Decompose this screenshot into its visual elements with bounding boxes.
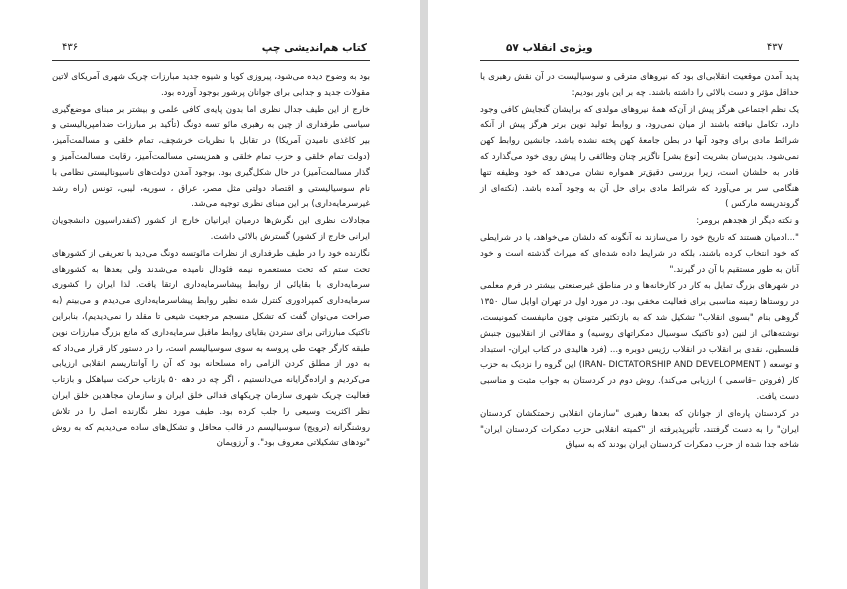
paragraph: خارج از این طیف جدال نظری اما بدون پایه‌ی کافی علمی و بیشتر بر مبنای موضع‌گیری سیاسی طرفداری از چین به رهبری مائو تسه دونگ (تأکید بر مبارزات ضدامپریالیستی و بیر کاغذی نامیدن آمریکا) در تقابل با نظریات خرشچف، تمام خلقی و مسالمت‌آمیز، (دولت تمام خلقی و حزب تمام خلقی و همزیستی مسالمت‌آمیز، رقابت مسالمت‌آمیز و گذار مسالمت‌آمیز) در حال شکل‌گیری بود. بوجود آمدن دولت‌های ناسیونالیستی نظامی با نام سوسیالیستی و اقتصاد دولتی مثل مصر، عراق ، سوریه، لیبی، تونس (راه رشد غیرسرمایه‌داری) بر این مبنای نظری توجیه می‌شد.	[52, 104, 370, 210]
paragraph: مجادلات نظری این نگرش‌ها درمیان ایرانیان خارج از کشور (کنفدراسیون دانشجویان ایرانی خارج از کشور) گسترش بالائی داشت.	[52, 216, 370, 242]
paragraph: نگارنده خود را در طیف طرفداری از نظرات مائوتسه دونگ می‌دید با تعریفی از کشورهای تحت ستم که تحت مستعمره نیمه فئودال نامیده می‌شدند ولی بعدها به کشورهای سرمایه‌داری با بقایائی از روابط پیشاسرمایه‌داری ارتقا یافت. لذا ایران را کشوری سرمایه‌داری کمپرادوری کنترل شده نظیر روابط پیشاسرمایه‌داری می‌دیدم و می‌بینم (به صراحت می‌توان گفت که تشکل منسجم مرجعیت شیعی تا مقلد را نمی‌دیدیم)، بنابراین تاکتیک مبارزاتی برای ستردن بقایای روابط ماقبل سرمایه‌داری که مانع بزرگ مبارزات نوین طبقه کارگر جهت طی پروسه به سوی سوسیالیسم است، را در دستور کار قرار می‌داد که به دور از مطلق کردن الزامی راه مسلحانه بود که آن را آوانتاریسم انقلابی ارزیابی می‌کردیم و اراده‌گرایانه می‌دانستیم ، اگر چه در دهه ۵۰ بازتاب حرکت سیاهکل و بازتاب فعالیت چریک شهری سازمان چریکهای فدائی خلق ایران و سازمان مجاهدین خلق ایران نظر اکثریت وسیعی را جلب کرده بود. طیف مورد نظر نگارنده اصل را در تلاش روشنگرانه (ترویج) سوسیالیسم در قالب محافل و تشکل‌های ساده می‌دیدیم که به روش "تودهای تشکیلاتی معروف بود". و آرزویمان	[52, 248, 370, 449]
right-page-header	[428, 38, 847, 58]
book-gutter	[420, 0, 428, 589]
right-header-rule	[480, 60, 799, 61]
paragraph: پدید آمدن موقعیت انقلابی‌ای بود که نیروهای مترقی و سوسیالیست در آن نقش رهبری یا حداقل مؤثر و دست بالائی را داشته باشند. چه بر این باور بودیم:	[480, 72, 799, 98]
left-page-number: ۴۳۶	[62, 42, 79, 53]
left-header-rule	[52, 60, 370, 61]
right-page-title: ویژه‌ی انقلاب ۵۷	[506, 42, 593, 54]
paragraph: یک نظم اجتماعی هرگز پیش از آن‌که همهٔ نیروهای مولدی که برایشان گنجایش کافی وجود دارد، تکامل نیافته باشند از میان نمی‌رود، و روابط تولید نوین برتر هرگز پیش از آنکه شرائط مادی برای وجود آنها در بطن جامعهٔ کهن پخته نشده باشد، جانشین روابط کهن نمی‌شود. بدین‌سان بشریت [نوع بشر] ناگزیر چنان وظائفی را پیش روی خود می‌گذارد که قادر به حلشان است، زیرا بررسی دقیق‌تر همواره نشان می‌دهد که خود وظیفه تنها هنگامی سر بر می‌آورد که شرائط مادی برای حل آن به وجود آمده باشد. (نکته‌ای از گروندریسه مارکس )	[480, 104, 799, 210]
right-page	[428, 0, 847, 589]
left-page-title: کتاب هم‌اندیشی چپ	[261, 42, 367, 54]
right-page-number: ۴۳۷	[766, 42, 783, 53]
left-page-body	[52, 70, 370, 452]
left-page-header	[0, 38, 420, 58]
paragraph: در کردستان پاره‌ای از جوانان که بعدها رهبری "سازمان انقلابی زحمتکشان کردستان ایران" را به دست گرفتند، تأثیرپذیرفته از "کمیته انقلابی حزب دمکرات کردستان ایران" شاخه جدا شده از حزب دمکرات کردستان ایران بودند که به سیاق	[480, 408, 799, 451]
left-page	[0, 0, 420, 589]
paragraph: در شهرهای بزرگ تمایل به کار در کارخانه‌ها و در مناطق غیرصنعتی بیشتر در فرم معلمی در روستاها زمینه مناسبی برای فعالیت مخفی بود. در مورد اول در تهران اوایل سال ۱۳۵۰ گروهی بنام "بسوی انقلاب" تشکیل شد که به بازتکثیر متونی چون مانیفست کمونیست، نوشته‌هائی از لنین (دو تاکتیک سوسیال دمکراتهای روسیه) و مقالاتی از انقلابیون جنبش فلسطین، نقدی بر انقلاب در انقلاب رژیس دوبره و... (فرد هالیدی در کتاب ایران- استبداد و توسعه ( IRAN- DICTATORSHIP AND DEVELOPMENT) این گروه را نزدیک به حزب کار (فروتن –قاسمی ) ارزیابی می‌کند). روش دوم در کردستان به جواب مثبت و مناسبی دست یافت.	[480, 281, 800, 402]
paragraph: "...ادمیان هستند که تاریخ خود را می‌سازند نه آنگونه که دلشان می‌خواهد، یا در شرایطی که خود انتخاب کرده باشند، بلکه در شرایط داده شده‌ای که میراث گذشته است و خود آنان به طور مستقیم با آن در گیرند."	[480, 232, 799, 275]
right-page-body	[480, 70, 799, 454]
paragraph: بود به وضوح دیده می‌شود، پیروزی کوبا و شیوه جدید مبارزات چریک شهری آمریکای لاتین مقولات جدید و جدابی برای جوانان پرشور بوجود آورده بود.	[52, 72, 370, 98]
paragraph: و نکته دیگر از هجدهم برومر:	[696, 216, 799, 227]
